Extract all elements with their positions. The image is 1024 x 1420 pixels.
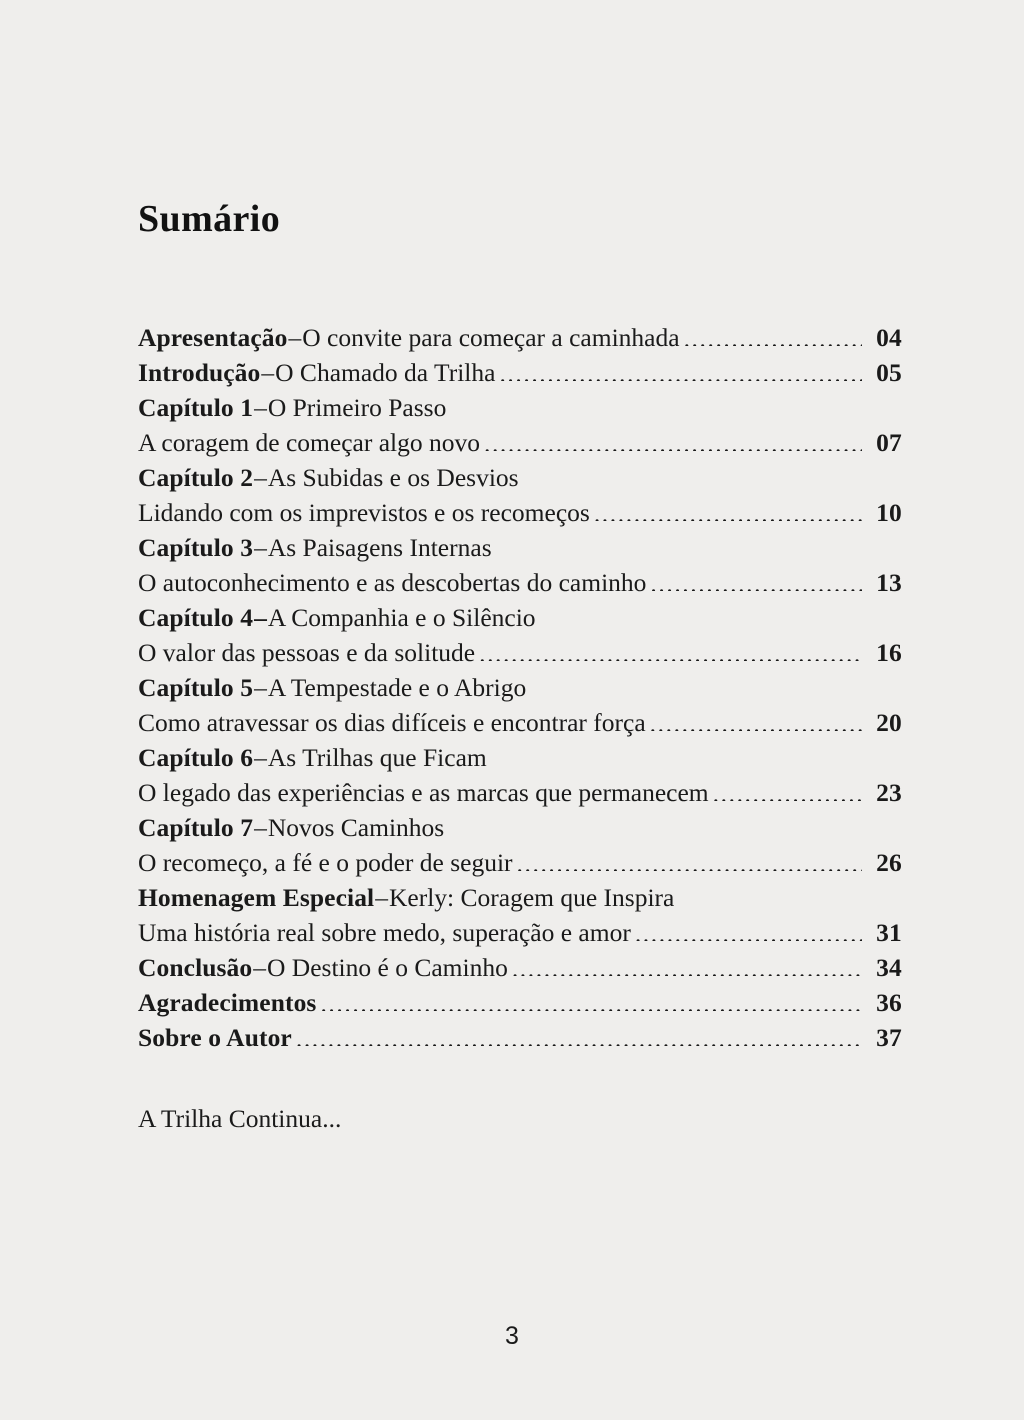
toc-entry-subtitle-line [138,775,902,810]
toc-leader-dots [517,846,862,872]
toc-entry-dash: – [254,533,267,562]
toc-entry[interactable] [138,460,902,530]
toc-entry-title-line [138,810,902,845]
toc-entry-title-line [138,460,902,495]
toc-entry-label: Capítulo 6 [138,743,254,772]
toc-leader-dots [320,986,862,1012]
toc-entry-label: Homenagem Especial [138,883,375,912]
toc-entry-label: Capítulo 3 [138,533,254,562]
page-title: Sumário [138,198,281,240]
toc-entry-title-line [138,880,902,915]
toc-entry-subtitle-line [138,495,902,530]
toc-entry-subtitle: O autoconhecimento e as descobertas do caminho [138,568,647,597]
toc-entry-dash: – [254,393,267,422]
toc-entry-subtitle-line [138,635,902,670]
toc-entry-label: Agradecimentos [138,988,317,1017]
toc-entry-subtitle: Lidando com os imprevistos e os recomeços [138,498,590,527]
toc-entry-list [138,320,902,1055]
toc-entry[interactable] [138,390,902,460]
toc-entry-page-number: 07 [876,428,902,457]
toc-entry-label: Capítulo 1 [138,393,254,422]
toc-leader-dots [650,706,862,732]
toc-leader-dots [635,916,862,942]
toc-entry[interactable] [138,670,902,740]
toc-entry-page-number: 36 [876,988,902,1017]
toc-entry-page-number: 04 [876,323,902,352]
toc-leader-dots [684,321,862,347]
toc-entry-title-line [138,1020,902,1055]
toc-content [138,196,902,1136]
toc-entry-description: As Trilhas que Ficam [267,743,487,772]
toc-entry-title-line [138,320,902,355]
toc-entry-page-number: 37 [876,1023,902,1052]
toc-entry-label: Introdução [138,358,261,387]
toc-entry-subtitle: O recomeço, a fé e o poder de seguir [138,848,513,877]
toc-entry[interactable] [138,810,902,880]
toc-entry-label: Apresentação [138,323,288,352]
toc-entry-dash: – [254,743,267,772]
toc-entry-subtitle-line [138,425,902,460]
toc-entry-page-number: 16 [876,638,902,667]
toc-entry[interactable] [138,950,902,985]
toc-entry-page-number: 20 [876,708,902,737]
toc-leader-dots [484,426,862,452]
toc-entry-page-number: 10 [876,498,902,527]
toc-entry-title-line [138,600,902,635]
toc-entry-description: Novos Caminhos [267,813,445,842]
toc-entry-dash: – [253,953,267,982]
toc-entry-subtitle-line [138,565,902,600]
toc-entry-dash: – [254,673,267,702]
toc-entry[interactable] [138,985,902,1020]
toc-entry-subtitle-line [138,705,902,740]
toc-entry-page-number: 26 [876,848,902,877]
toc-entry-page-number: 31 [876,918,902,947]
toc-entry-title-line [138,355,902,390]
toc-leader-dots [479,636,862,662]
toc-entry-subtitle: Uma história real sobre medo, superação e amor [138,918,631,947]
toc-entry-title-line [138,950,902,985]
toc-entry-dash: – [375,883,388,912]
toc-entry-dash: – [288,323,302,352]
toc-entry-description: Kerly: Coragem que Inspira [388,883,675,912]
toc-leader-dots [594,496,862,522]
toc-entry-description: O convite para começar a caminhada [302,323,680,352]
toc-entry[interactable] [138,740,902,810]
toc-entry-title-line [138,985,902,1020]
toc-entry-description: As Subidas e os Desvios [267,463,519,492]
toc-entry-description: A Tempestade e o Abrigo [267,673,527,702]
toc-entry-page-number: 23 [876,778,902,807]
toc-entry-title-line [138,390,902,425]
toc-entry-label: Conclusão [138,953,253,982]
toc-entry-subtitle: O valor das pessoas e da solitude [138,638,476,667]
page-number: 3 [505,1322,519,1350]
toc-entry[interactable] [138,600,902,670]
toc-entry-dash: – [254,603,267,632]
closing-note: A Trilha Continua... [138,1104,342,1133]
toc-entry-description: O Destino é o Caminho [267,953,508,982]
toc-entry-description: As Paisagens Internas [267,533,492,562]
toc-entry[interactable] [138,530,902,600]
toc-entry[interactable] [138,320,902,355]
toc-entry[interactable] [138,1020,902,1055]
toc-entry-page-number: 05 [876,358,902,387]
toc-entry-page-number: 34 [876,953,902,982]
toc-entry-label: Capítulo 5 [138,673,254,702]
toc-entry-title-line [138,740,902,775]
toc-entry-label: Capítulo 7 [138,813,254,842]
toc-leader-dots [713,776,862,802]
toc-entry-subtitle: Como atravessar os dias difíceis e encontrar força [138,708,646,737]
toc-entry[interactable] [138,880,902,950]
toc-leader-dots [650,566,862,592]
toc-entry-description: O Chamado da Trilha [275,358,496,387]
toc-entry-dash: – [254,813,267,842]
toc-entry-description: A Companhia e o Silêncio [267,603,536,632]
toc-entry-label: Capítulo 2 [138,463,254,492]
toc-entry-label: Sobre o Autor [138,1023,292,1052]
toc-entry[interactable] [138,355,902,390]
toc-entry-title-line [138,670,902,705]
toc-entry-subtitle: O legado das experiências e as marcas que permanecem [138,778,709,807]
toc-entry-dash: – [261,358,275,387]
toc-entry-page-number: 13 [876,568,902,597]
toc-entry-title-line [138,530,902,565]
toc-leader-dots [296,1021,862,1047]
toc-leader-dots [499,356,862,382]
toc-entry-subtitle-line [138,915,902,950]
toc-entry-subtitle-line [138,845,902,880]
toc-entry-description: O Primeiro Passo [267,393,447,422]
toc-entry-subtitle: A coragem de começar algo novo [138,428,480,457]
toc-entry-dash: – [254,463,267,492]
toc-leader-dots [512,951,862,977]
toc-entry-label: Capítulo 4 [138,603,254,632]
